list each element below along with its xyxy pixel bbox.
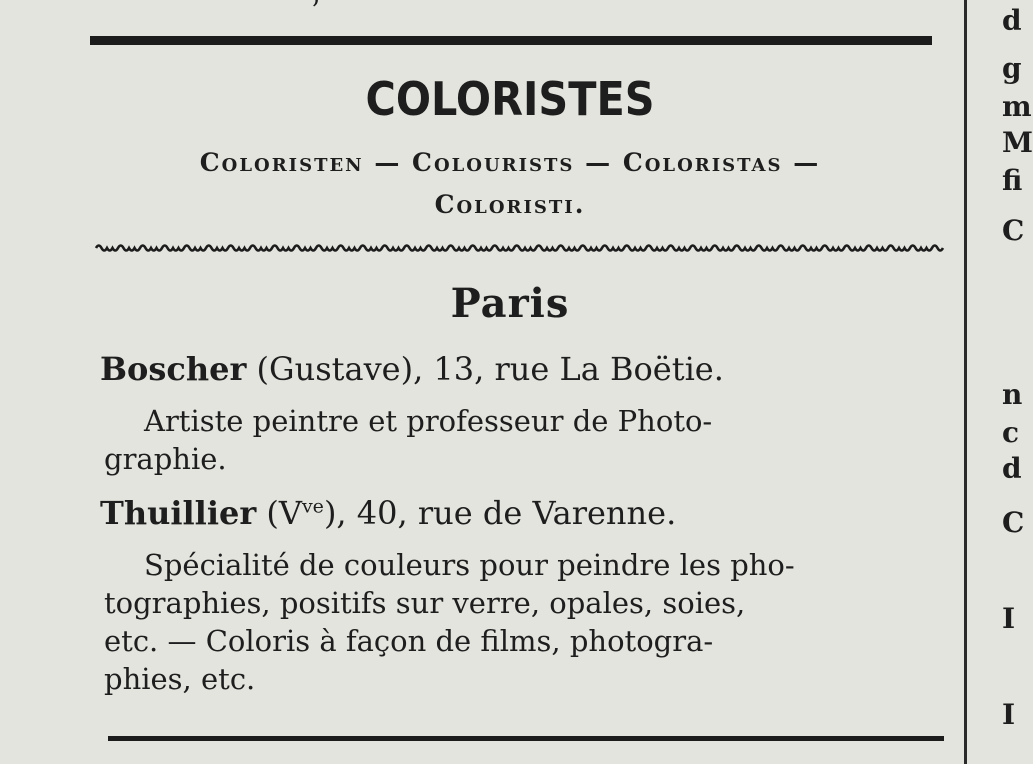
description-line: Spécialité de couleurs pour peindre les pho-: [144, 548, 795, 582]
right-column-fragment: m: [1002, 90, 1032, 123]
city-heading: Paris: [450, 280, 570, 327]
bottom-rule: [108, 736, 944, 741]
description-line: tographies, positifs sur verre, opales, soies,: [104, 586, 746, 620]
right-column-fragment: M: [1002, 126, 1033, 159]
right-column-fragment: g: [1002, 52, 1022, 85]
entry-address: (Gustave), 13, rue La Boëtie.: [246, 350, 724, 388]
translations-line-1: Coloristen — Colourists — Coloristas —: [199, 148, 821, 177]
section-title: COLORISTES: [365, 72, 655, 126]
right-column-fragment: C: [1002, 506, 1025, 539]
entry-description: [104, 546, 944, 698]
previous-text-fragment: [312, 0, 320, 10]
top-rule: [90, 36, 932, 45]
description-line: graphie.: [104, 442, 227, 476]
right-column-fragment: C: [1002, 214, 1025, 247]
translations-line-2: Coloristi.: [434, 190, 586, 219]
superscript: ve: [301, 495, 324, 518]
wavy-divider: [96, 238, 938, 258]
right-column-fragment: I: [1002, 698, 1016, 731]
column-divider: [964, 0, 967, 764]
entry-name: Thuillier: [100, 494, 257, 532]
entry-name: Boscher: [100, 350, 247, 388]
right-column-fragment: d: [1002, 4, 1022, 37]
entry-thuillier: Thuillier $(V^{ve})$, 40, rue de Varenne.: [100, 494, 677, 532]
description-line: Artiste peintre et professeur de Photo-: [144, 404, 713, 438]
entry-description: [104, 402, 944, 478]
right-column-fragment: c: [1002, 416, 1020, 449]
section-translations: [90, 142, 930, 226]
description-line: etc. — Coloris à façon de films, photogra-: [104, 624, 714, 658]
entry-boscher: [100, 350, 724, 388]
entry-address: ), 40, rue de Varenne.: [323, 494, 677, 532]
right-column-fragment: I: [1002, 602, 1016, 635]
right-column-fragment: n: [1002, 378, 1023, 411]
right-column-fragment: d: [1002, 452, 1022, 485]
right-column-fragment: fi: [1002, 164, 1023, 197]
description-line: phies, etc.: [104, 662, 256, 696]
